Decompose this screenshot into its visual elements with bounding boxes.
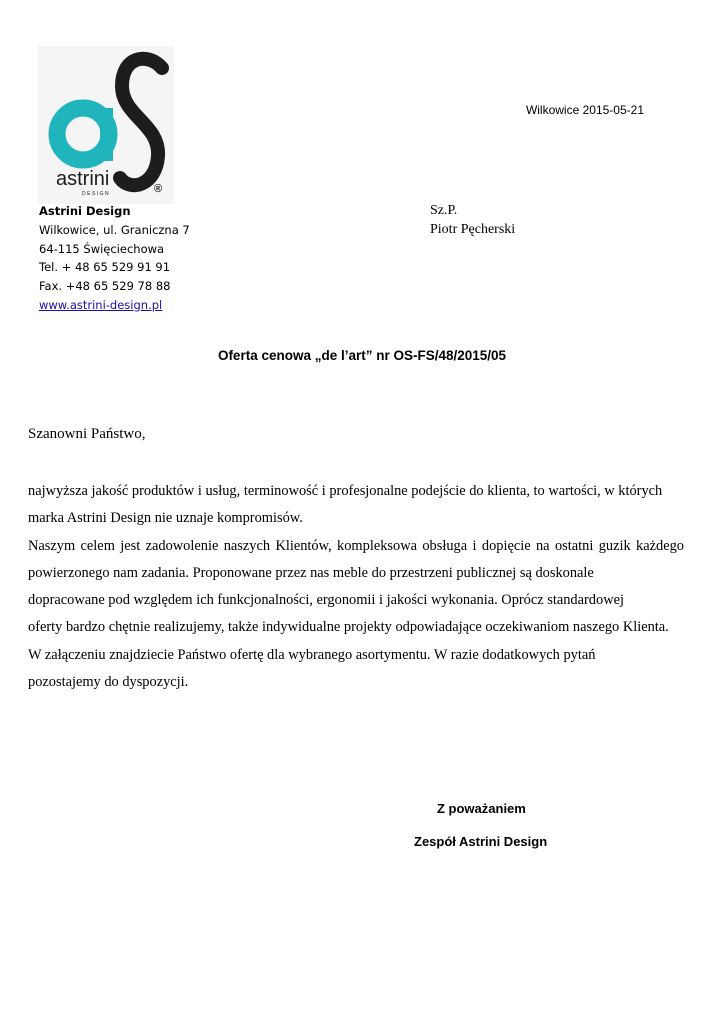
sender-website-link[interactable]: www.astrini-design.pl (39, 297, 163, 312)
recipient-block (430, 202, 515, 239)
logo-letter-a-stem (100, 108, 113, 161)
offer-title: Oferta cenowa „de l’art” nr OS-FS/48/2015/05 (217, 348, 507, 363)
body-line: pozostajemy do dyspozycji. (28, 674, 189, 691)
body-line: dopracowane pod względem ich funkcjonalności, ergonomii i jakości wykonania. Oprócz standardowej (28, 592, 624, 609)
closing-regards: Z poważaniem (437, 801, 526, 816)
letter-date: Wilkowice 2015-05-21 (525, 103, 644, 117)
company-logo (38, 46, 174, 204)
closing-signature: Zespół Astrini Design (414, 834, 548, 849)
body-line: W załączeniu znajdziecie Państwo ofertę dla wybranego asortymentu. W razie dodatkowych pytań (28, 646, 596, 663)
logo-brand-text: astrini (56, 168, 110, 190)
sender-address-line2: 64-115 Święciechowa (39, 241, 165, 256)
body-line: oferty bardzo chętnie realizujemy, także indywidualne projekty odpowiadające oczekiwaniom naszego Klienta. (28, 619, 669, 636)
sender-phone: Tel. + 48 65 529 91 91 (39, 260, 171, 275)
sender-company: Astrini Design (39, 204, 131, 218)
body-line: powierzonego nam zadania. Proponowane przez nas meble do przestrzeni publicznej są doskonale (28, 564, 594, 581)
sender-fax: Fax. +48 65 529 78 88 (39, 279, 171, 294)
sender-address-line1: Wilkowice, ul. Graniczna 7 (39, 222, 190, 237)
greeting: Szanowni Państwo, (28, 426, 146, 442)
body-line: Naszym celem jest zadowolenie naszych Klientów, kompleksowa obsługa i dopięcie na ostatni guzik każdego (28, 537, 684, 554)
recipient-name: Piotr Pęcherski (430, 221, 516, 237)
sender-block (39, 202, 190, 315)
letter-body (28, 480, 684, 698)
body-line: najwyższa jakość produktów i usług, terminowość i profesjonalne podejście do klienta, to wartości, w których (28, 483, 663, 499)
logo-registered-mark: ® (154, 183, 163, 195)
body-line: marka Astrini Design nie uznaje kompromisów. (28, 510, 303, 527)
recipient-salutation: Sz.P. (430, 203, 458, 218)
logo-sub-text: DESIGN (82, 191, 111, 197)
